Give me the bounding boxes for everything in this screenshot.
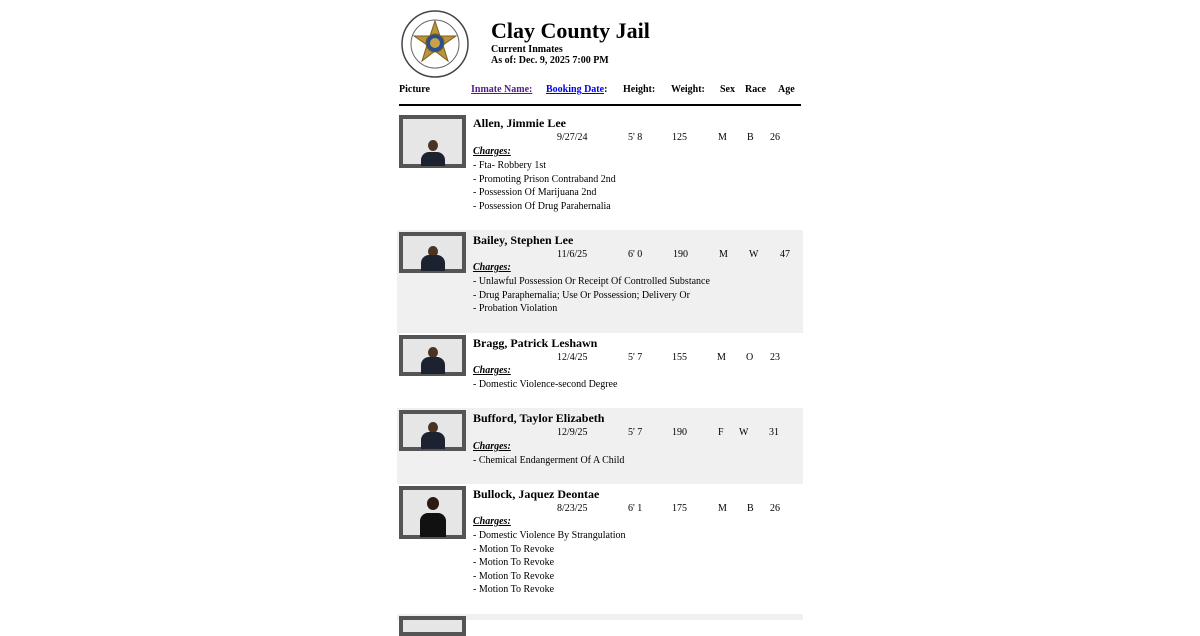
booking-date: 12/4/25	[557, 352, 588, 363]
inmate-photo[interactable]	[399, 232, 466, 273]
col-sex: Sex	[720, 84, 735, 95]
charge-item: - Promoting Prison Contraband 2nd	[473, 173, 616, 185]
col-booking	[546, 84, 607, 95]
sort-by-booking-link[interactable]: Booking Date	[546, 84, 605, 95]
sex: F	[718, 427, 724, 438]
race: B	[747, 503, 754, 514]
charge-item: - Motion To Revoke	[473, 543, 555, 555]
col-picture: Picture	[399, 84, 430, 95]
inmate-name: Bragg, Patrick Leshawn	[473, 336, 598, 350]
sort-by-name-link[interactable]: Inmate Name:	[471, 84, 533, 95]
header-divider	[399, 104, 801, 106]
sex: M	[718, 132, 727, 143]
height: 5' 7	[628, 427, 643, 438]
race: O	[746, 352, 754, 363]
inmate-photo[interactable]	[399, 616, 466, 636]
col-name	[471, 84, 532, 95]
race: B	[747, 132, 754, 143]
sheriff-seal-logo	[401, 9, 469, 79]
charge-item: - Motion To Revoke	[473, 584, 555, 596]
col-age: Age	[778, 84, 795, 95]
booking-date: 9/27/24	[557, 132, 588, 143]
age: 31	[769, 427, 779, 438]
col-height: Height:	[623, 84, 656, 95]
age: 47	[780, 249, 790, 260]
inmate-row	[397, 333, 803, 408]
charge-item: - Unlawful Possession Or Receipt Of Controlled Substance	[473, 276, 710, 287]
charge-item: - Motion To Revoke	[473, 557, 555, 569]
as-of-timestamp: As of: Dec. 9, 2025 7:00 PM	[491, 55, 609, 66]
height: 6' 0	[628, 249, 643, 260]
charge-item: - Domestic Violence-second Degree	[473, 379, 618, 390]
charges-label: Charges:	[473, 441, 511, 452]
booking-date: 12/9/25	[557, 427, 588, 438]
page-title: Clay County Jail	[491, 18, 650, 43]
height: 5' 7	[628, 352, 643, 363]
charge-item: - Domestic Violence By Strangulation	[473, 530, 626, 541]
height: 5' 8	[628, 132, 643, 143]
weight: 190	[672, 427, 687, 438]
inmate-photo[interactable]	[399, 410, 466, 451]
sex: M	[718, 503, 727, 514]
age: 23	[770, 352, 780, 363]
page-subtitle: Current Inmates	[491, 44, 563, 55]
inmate-row	[397, 484, 803, 614]
age: 26	[770, 132, 780, 143]
charges-label: Charges:	[473, 365, 511, 376]
weight: 190	[673, 249, 688, 260]
weight: 155	[672, 352, 687, 363]
charge-item: - Probation Violation	[473, 303, 558, 315]
sex: M	[717, 352, 726, 363]
sex: M	[719, 249, 728, 260]
inmate-row	[397, 230, 803, 333]
weight: 125	[672, 132, 687, 143]
inmate-name: Bailey, Stephen Lee	[473, 233, 574, 247]
charge-item: - Chemical Endangerment Of A Child	[473, 455, 625, 466]
inmate-photo[interactable]	[399, 486, 466, 539]
charge-item: - Motion To Revoke	[473, 570, 555, 582]
booking-date: 11/6/25	[557, 249, 588, 260]
col-booking-colon: :	[604, 84, 608, 95]
inmate-row	[397, 614, 803, 620]
inmate-photo[interactable]	[399, 115, 466, 168]
charge-item: - Fta- Robbery 1st	[473, 160, 547, 171]
inmate-row	[397, 408, 803, 484]
col-weight: Weight:	[671, 84, 705, 95]
weight: 175	[672, 503, 687, 514]
charge-item: - Possession Of Drug Parahernalia	[473, 200, 611, 212]
charge-item: - Possession Of Marijuana 2nd	[473, 187, 597, 199]
col-race: Race	[745, 84, 767, 95]
inmate-name: Allen, Jimmie Lee	[473, 116, 566, 130]
booking-date: 8/23/25	[557, 503, 588, 514]
charge-item: - Drug Paraphernalia; Use Or Possession; Delivery Or	[473, 289, 690, 301]
charges-label: Charges:	[473, 516, 511, 527]
inmate-name: Bullock, Jaquez Deontae	[473, 487, 600, 501]
height: 6' 1	[628, 503, 643, 514]
race: W	[739, 427, 749, 438]
age: 26	[770, 503, 780, 514]
inmate-photo[interactable]	[399, 335, 466, 376]
charges-label: Charges:	[473, 146, 511, 157]
race: W	[749, 249, 759, 260]
inmate-row	[397, 112, 803, 228]
charges-label: Charges:	[473, 262, 511, 273]
inmate-name: Bufford, Taylor Elizabeth	[473, 411, 605, 425]
